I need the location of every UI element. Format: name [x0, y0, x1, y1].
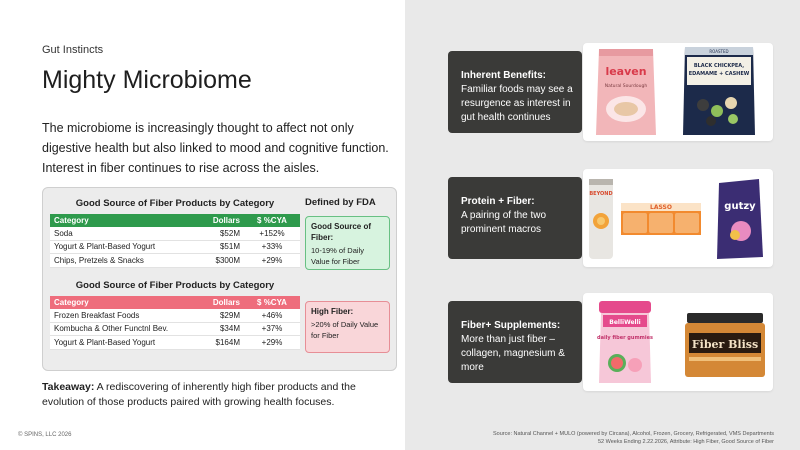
column-header-category: Category: [54, 216, 89, 225]
chickpea-top: ROASTED: [709, 49, 729, 54]
cell-category: Soda: [54, 228, 73, 238]
card-fiber-supplements: [448, 301, 768, 383]
cell-category: Kombucha & Other Functnl Bev.: [54, 324, 169, 334]
belliwelli-jar-icon: [597, 301, 653, 383]
takeaway-body: A rediscovering of inherently high fiber products and the evolution of those products paired with growing health focuses.: [42, 381, 356, 408]
cell-cya: +152%: [259, 228, 285, 238]
column-header-dollars: Dollars: [212, 216, 240, 225]
card-description: Familiar foods may see a resurgence as interest in gut health continues: [461, 84, 573, 123]
high-fiber-table: [50, 280, 300, 350]
good-source-table-title: Good Source of Fiber Products by Category: [75, 198, 275, 209]
leaven-bag-icon: [596, 49, 656, 135]
cell-cya: +29%: [261, 255, 283, 265]
section-eyebrow: Gut Instincts: [42, 44, 104, 56]
cell-cya: +46%: [261, 310, 283, 320]
cell-cya: +33%: [261, 242, 283, 252]
cell-category: Chips, Pretzels & Snacks: [54, 255, 144, 265]
leaven-sub: Natural Sourdough: [604, 84, 648, 89]
fiber-tables-panel: [42, 187, 397, 371]
cell-dollars: $52M: [219, 228, 240, 238]
card-description: More than just fiber – collagen, magnesium & more: [461, 334, 565, 373]
table-row: [50, 336, 300, 350]
product-image-sourdough-chickpea: [583, 43, 773, 141]
belliwelli-sub: daily fiber gummies: [597, 335, 653, 341]
good-source-definition-title: Good Source of Fiber:: [311, 222, 371, 242]
high-fiber-definition-title: High Fiber:: [311, 307, 354, 316]
good-source-table-header: [50, 214, 300, 227]
column-header-category: Category: [54, 298, 89, 307]
product-image-protein-fiber: [583, 169, 773, 267]
takeaway-label: Takeaway:: [42, 381, 95, 393]
table-row: [50, 309, 300, 323]
high-fiber-table-title: Good Source of Fiber Products by Category: [75, 280, 275, 291]
card-description: A pairing of the two prominent macros: [461, 210, 547, 235]
page-title: Mighty Microbiome: [42, 66, 252, 94]
svg-text:EDAMAME + CASHEW: EDAMAME + CASHEW: [688, 71, 750, 77]
cell-dollars: $164M: [215, 337, 240, 347]
card-text-box: [448, 177, 582, 259]
high-fiber-definition: [305, 301, 390, 353]
cell-dollars: $51M: [219, 242, 240, 252]
card-title: Fiber+ Supplements:: [461, 320, 561, 331]
cell-category: Frozen Breakfast Foods: [54, 310, 140, 320]
good-source-definition-text: 10-19% of Daily Value for Fiber: [311, 246, 364, 266]
column-header-cya: $ %CYA: [257, 298, 287, 307]
cell-category: Yogurt & Plant-Based Yogurt: [54, 242, 156, 252]
column-header-dollars: Dollars: [212, 298, 240, 307]
table-row: [50, 254, 300, 268]
belliwelli-brand: BelliWelli: [609, 319, 641, 326]
takeaway-text: [42, 380, 392, 409]
cell-cya: +29%: [261, 337, 283, 347]
table-row: [50, 227, 300, 241]
source-line-2: 52 Weeks Ending 2.22.2026, Attribute: High Fiber, Good Source of Fiber: [597, 439, 774, 445]
beyond-brand: BEYOND: [589, 191, 613, 197]
good-source-definition: [305, 216, 390, 270]
product-image-supplements: [583, 293, 773, 391]
source-line-1: Source: Natural Channel + MULO (powered by Circana), Alcohol, Frozen, Grocery, Refrigerated, VMS Departments: [493, 431, 774, 437]
cell-dollars: $300M: [215, 255, 240, 265]
card-text-box: [448, 51, 582, 133]
cell-dollars: $34M: [219, 324, 240, 334]
fda-header: Defined by FDA: [305, 197, 376, 208]
card-protein-fiber: [448, 177, 768, 259]
fiberbliss-brand: Fiber Bliss: [691, 338, 759, 351]
card-text-box: [448, 301, 582, 383]
svg-text:BLACK CHICKPEA,: BLACK CHICKPEA,: [693, 63, 745, 69]
cell-cya: +37%: [261, 324, 283, 334]
source-note: [414, 430, 774, 446]
gutzy-bag-icon: [717, 179, 763, 259]
card-title: Inherent Benefits:: [461, 70, 547, 81]
table-row: [50, 323, 300, 337]
beyond-can-icon: [589, 179, 613, 259]
good-source-table: [50, 198, 300, 268]
leaven-brand: leaven: [605, 65, 647, 78]
lasso-brand: LASSO: [650, 204, 672, 211]
lasso-cups-icon: [621, 203, 701, 235]
intro-paragraph: The microbiome is increasingly thought to affect not only digestive health but also linked to mood and cognitive function. Interest in fiber continues to rise across the aisles.: [42, 121, 389, 175]
copyright: © SPINS, LLC 2026: [18, 432, 72, 438]
high-fiber-table-header: [50, 296, 300, 309]
card-title: Protein + Fiber:: [461, 196, 535, 207]
table-row: [50, 241, 300, 255]
gutzy-brand: gutzy: [724, 201, 756, 212]
high-fiber-definition-text: >20% of Daily Value for Fiber: [311, 320, 379, 340]
card-inherent-benefits: [448, 51, 768, 133]
fiberbliss-tub-icon: [685, 313, 765, 377]
column-header-cya: $ %CYA: [257, 216, 287, 225]
cell-category: Yogurt & Plant-Based Yogurt: [54, 337, 156, 347]
chickpea-bag-icon: [683, 47, 755, 135]
cell-dollars: $29M: [219, 310, 240, 320]
